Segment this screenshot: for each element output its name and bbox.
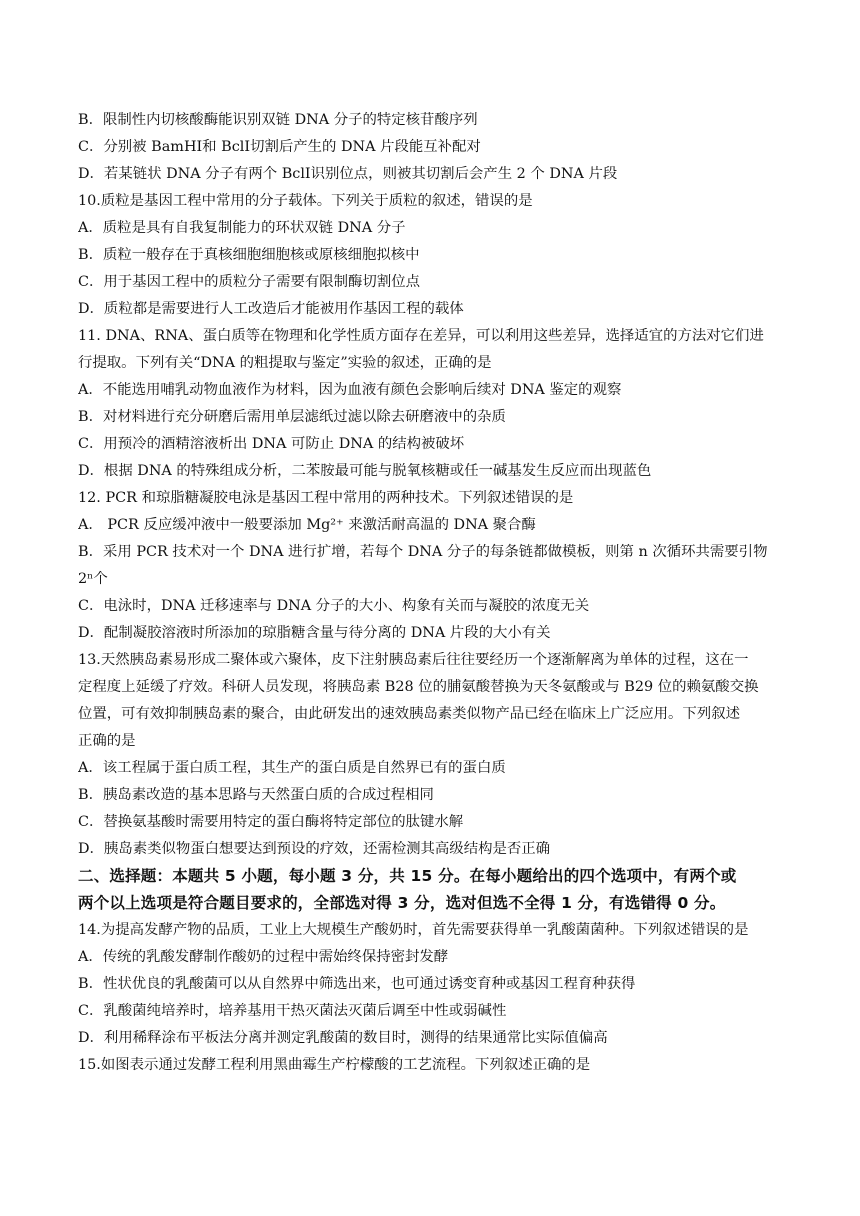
- q11-option-a: A．不能选用哺乳动物血液作为材料，因为血液有颜色会影响后续对 DNA 鉴定的观察: [78, 382, 622, 398]
- q9-option-b: B．限制性内切核酸酶能识别双链 DNA 分子的特定核苷酸序列: [78, 112, 478, 128]
- q13-option-d: D．胰岛素类似物蛋白想要达到预设的疗效，还需检测其高级结构是否正确: [78, 841, 551, 857]
- q13-stem-line-1: 13.天然胰岛素易形成二聚体或六聚体，皮下注射胰岛素后往往要经历一个逐渐解离为单体的过程，这在一: [78, 652, 749, 668]
- q13-option-c: C．替换氨基酸时需要用特定的蛋白酶将特定部位的肽键水解: [78, 814, 464, 830]
- q12-stem: 12. PCR 和琼脂糖凝胶电泳是基因工程中常用的两种技术。下列叙述错误的是: [78, 490, 574, 506]
- q13-option-b: B．胰岛素改造的基本思路与天然蛋白质的合成过程相同: [78, 787, 434, 803]
- q9-option-d: D．若某链状 DNA 分子有两个 BclⅠ识别位点，则被其切割后会产生 2 个 DNA 片段: [78, 166, 618, 182]
- q13-stem-line-2: 定程度上延缓了疗效。科研人员发现，将胰岛素 B28 位的脯氨酸替换为天冬氨酸或与 B29 位的赖氨酸交换: [78, 679, 759, 695]
- q13-stem-line-3: 位置，可有效抑制胰岛素的聚合，由此研发出的速效胰岛素类似物产品已经在临床上广泛应用。下列叙述: [78, 706, 740, 722]
- q14-stem: 14.为提高发酵产物的品质，工业上大规模生产酸奶时，首先需要获得单一乳酸菌菌种。下列叙述错误的是: [78, 922, 749, 938]
- q10-option-b: B．质粒一般存在于真核细胞细胞核或原核细胞拟核中: [78, 247, 420, 263]
- section-2-heading-line-2: 两个以上选项是符合题目要求的，全部选对得 3 分，选对但选不全得 1 分，有选错得 0 分。: [78, 894, 726, 912]
- q10-option-c: C．用于基因工程中的质粒分子需要有限制酶切割位点: [78, 274, 420, 290]
- q11-stem-line-2: 行提取。下列有关“DNA 的粗提取与鉴定”实验的叙述，正确的是: [78, 355, 492, 371]
- q13-option-a: A．该工程属于蛋白质工程，其生产的蛋白质是自然界已有的蛋白质: [78, 760, 506, 776]
- q11-option-d: D．根据 DNA 的特殊组成分析，二苯胺最可能与脱氧核糖或任一碱基发生反应而出现蓝色: [78, 463, 652, 479]
- q12-option-a: A． PCR 反应缓冲液中一般要添加 Mg²⁺ 来激活耐高温的 DNA 聚合酶: [78, 517, 536, 533]
- q11-option-b: B．对材料进行充分研磨后需用单层滤纸过滤以除去研磨液中的杂质: [78, 409, 506, 425]
- q12-option-b-line-2: 2ⁿ个: [78, 571, 108, 587]
- exam-page: [78, 107, 784, 1079]
- q10-stem: 10.质粒是基因工程中常用的分子载体。下列关于质粒的叙述，错误的是: [78, 193, 533, 209]
- q9-option-c: C．分别被 BamHⅠ和 BclⅠ切割后产生的 DNA 片段能互补配对: [78, 139, 481, 155]
- q12-option-c: C．电泳时，DNA 迁移速率与 DNA 分子的大小、构象有关而与凝胶的浓度无关: [78, 598, 590, 614]
- q13-stem-line-4: 正确的是: [78, 733, 136, 749]
- q12-option-b-line-1: B．采用 PCR 技术对一个 DNA 进行扩增，若每个 DNA 分子的每条链都做模板，则第 n 次循环共需要引物: [78, 544, 768, 560]
- q14-option-d: D．利用稀释涂布平板法分离并测定乳酸菌的数目时，测得的结果通常比实际值偏高: [78, 1030, 608, 1046]
- section-2-heading-line-1: 二、选择题：本题共 5 小题，每小题 3 分，共 15 分。在每小题给出的四个选项中，有两个或: [78, 867, 737, 885]
- q14-option-c: C．乳酸菌纯培养时，培养基用干热灭菌法灭菌后调至中性或弱碱性: [78, 1003, 507, 1019]
- q15-stem: 15.如图表示通过发酵工程利用黑曲霉生产柠檬酸的工艺流程。下列叙述正确的是: [78, 1057, 591, 1073]
- q11-stem-line-1: 11. DNA、RNA、蛋白质等在物理和化学性质方面存在差异，可以利用这些差异，选择适宜的方法对它们进: [78, 328, 764, 344]
- q11-option-c: C．用预冷的酒精溶液析出 DNA 可防止 DNA 的结构被破坏: [78, 436, 465, 452]
- q12-option-d: D．配制凝胶溶液时所添加的琼脂糖含量与待分离的 DNA 片段的大小有关: [78, 625, 551, 641]
- q14-option-b: B．性状优良的乳酸菌可以从自然界中筛选出来，也可通过诱变育种或基因工程育种获得: [78, 976, 636, 992]
- q10-option-a: A．质粒是具有自我复制能力的环状双链 DNA 分子: [78, 220, 406, 236]
- q14-option-a: A．传统的乳酸发酵制作酸奶的过程中需始终保持密封发酵: [78, 949, 449, 965]
- q10-option-d: D．质粒都是需要进行人工改造后才能被用作基因工程的载体: [78, 301, 464, 317]
